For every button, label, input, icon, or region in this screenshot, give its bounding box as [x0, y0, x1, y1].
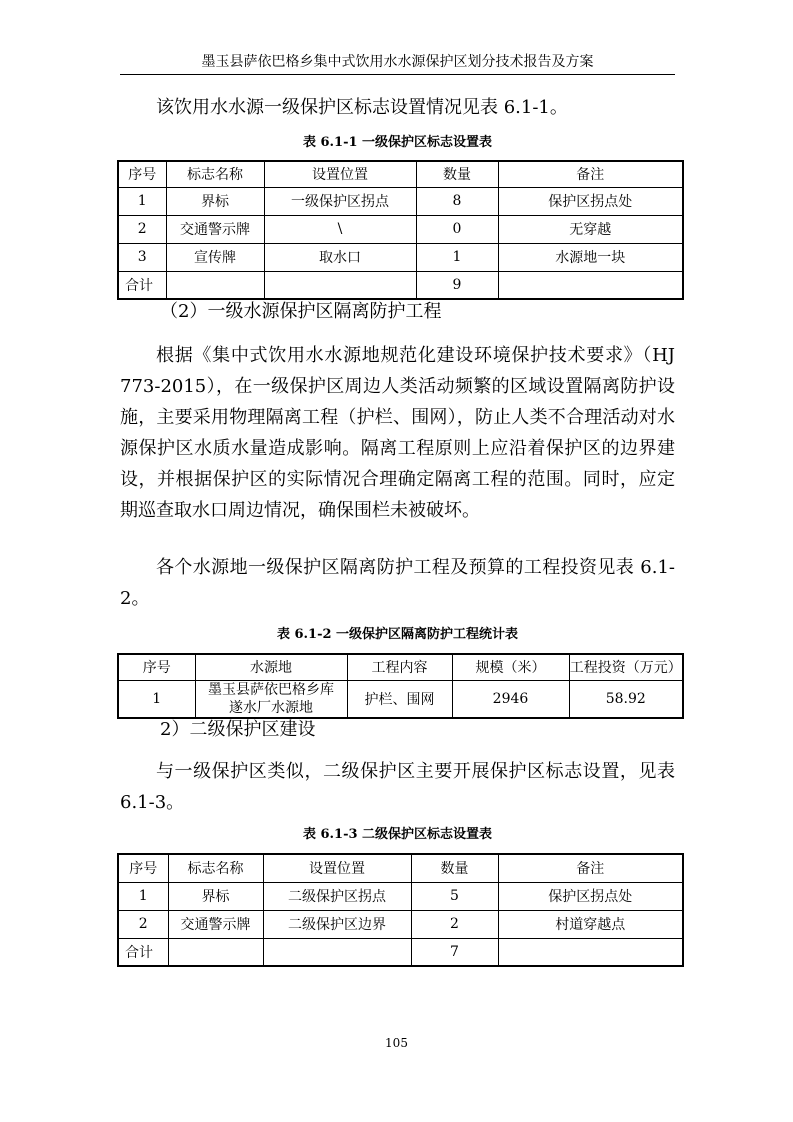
section-heading-2: （2）一级水源保护区隔离防护工程 — [160, 301, 442, 322]
table2-header-cell: 规模（米） — [452, 654, 569, 680]
table-total-row — [118, 938, 683, 966]
table-cell — [263, 938, 411, 966]
table3-header-cell: 设置位置 — [263, 854, 411, 882]
table1-header-cell: 设置位置 — [264, 161, 416, 187]
table1-caption: 表 6.1-1 一级保护区标志设置表 — [302, 135, 493, 150]
table-cell: 界标 — [166, 187, 264, 215]
table2 — [117, 653, 684, 719]
table-cell: 5 — [411, 882, 498, 910]
body-paragraph-secondary: 与一级保护区类似，二级保护区主要开展保护区标志设置，见表 6.1-3。 — [120, 761, 675, 813]
header-divider — [120, 74, 675, 75]
table3-header-cell: 标志名称 — [168, 854, 263, 882]
table-cell: 2 — [411, 910, 498, 938]
table-cell: 合计 — [118, 271, 166, 299]
table-cell: 无穿越 — [498, 215, 683, 243]
table-cell: 宣传牌 — [166, 243, 264, 271]
table-row — [118, 680, 683, 718]
page-number: 105 — [385, 1036, 408, 1050]
table1-header-cell: 备注 — [498, 161, 683, 187]
table-cell: 二级保护区拐点 — [263, 882, 411, 910]
section-heading-3: 2）二级保护区建设 — [160, 719, 316, 740]
table-cell: 1 — [416, 243, 498, 271]
table-cell: 二级保护区边界 — [263, 910, 411, 938]
table-cell: 2 — [118, 215, 166, 243]
table-cell: 0 — [416, 215, 498, 243]
table-cell: 58.92 — [569, 680, 683, 718]
table2-header-cell: 水源地 — [195, 654, 347, 680]
table3-header-cell: 备注 — [498, 854, 683, 882]
table1 — [117, 160, 684, 300]
table2-header-cell: 序号 — [118, 654, 195, 680]
table-cell: 取水口 — [264, 243, 416, 271]
table-cell: 8 — [416, 187, 498, 215]
table1-header-cell: 序号 — [118, 161, 166, 187]
table-cell: 交通警示牌 — [168, 910, 263, 938]
table2-header-cell: 工程投资（万元） — [569, 654, 683, 680]
table-cell: 保护区拐点处 — [498, 187, 683, 215]
table-cell: 一级保护区拐点 — [264, 187, 416, 215]
table-cell — [498, 271, 683, 299]
table-cell: 7 — [411, 938, 498, 966]
table3-header-cell: 序号 — [118, 854, 168, 882]
running-header: 墨玉县萨依巴格乡集中式饮用水水源保护区划分技术报告及方案 — [201, 54, 594, 70]
table-cell: 护栏、围网 — [347, 680, 452, 718]
table-row — [118, 243, 683, 271]
table-cell: 3 — [118, 243, 166, 271]
table2-caption: 表 6.1-2 一级保护区隔离防护工程统计表 — [276, 627, 519, 642]
table-cell — [166, 271, 264, 299]
body-paragraph-isolation: 根据《集中式饮用水水源地规范化建设环境保护技术要求》（HJ 773-2015），在一级保护区周边人类活动频繁的区域设置隔离防护设施，主要采用物理隔离工程（护栏、围网），防止人类不合理活动对水源保护区水质水量造成影响。隔离工程原则上应沿着保护区的边界建设，并根据保护区的实际情况合理确定隔离工程的范围。同时，应定期巡查取水口周边情况，确保围栏未被破坏。 — [120, 345, 675, 521]
table-cell: 水源地一块 — [498, 243, 683, 271]
table-row — [118, 187, 683, 215]
table-cell: 1 — [118, 187, 166, 215]
table-cell: \ — [264, 215, 416, 243]
table-cell — [498, 938, 683, 966]
table3-header-cell: 数量 — [411, 854, 498, 882]
body-paragraph-investment: 各个水源地一级保护区隔离防护工程及预算的工程投资见表 6.1-2。 — [120, 557, 675, 609]
table-cell: 墨玉县萨依巴格乡库遂水厂水源地 — [195, 680, 347, 718]
table-cell: 9 — [416, 271, 498, 299]
table-row — [118, 215, 683, 243]
table1-header-row — [118, 161, 683, 187]
table-total-row — [118, 271, 683, 299]
table-cell: 2 — [118, 910, 168, 938]
table-cell: 界标 — [168, 882, 263, 910]
table3-caption: 表 6.1-3 二级保护区标志设置表 — [302, 827, 493, 842]
table2-header-row — [118, 654, 683, 680]
table-cell — [168, 938, 263, 966]
table3-header-row — [118, 854, 683, 882]
table-cell: 村道穿越点 — [498, 910, 683, 938]
table1-header-cell: 标志名称 — [166, 161, 264, 187]
table2-header-cell: 工程内容 — [347, 654, 452, 680]
table3 — [117, 853, 684, 967]
intro-paragraph: 该饮用水水源一级保护区标志设置情况见表 6.1-1。 — [156, 97, 568, 118]
table-cell: 交通警示牌 — [166, 215, 264, 243]
table-row — [118, 910, 683, 938]
table-cell: 保护区拐点处 — [498, 882, 683, 910]
table-cell: 2946 — [452, 680, 569, 718]
table-cell: 1 — [118, 680, 195, 718]
table-row — [118, 882, 683, 910]
table-cell: 1 — [118, 882, 168, 910]
table-cell — [264, 271, 416, 299]
table-cell: 合计 — [118, 938, 168, 966]
table1-header-cell: 数量 — [416, 161, 498, 187]
